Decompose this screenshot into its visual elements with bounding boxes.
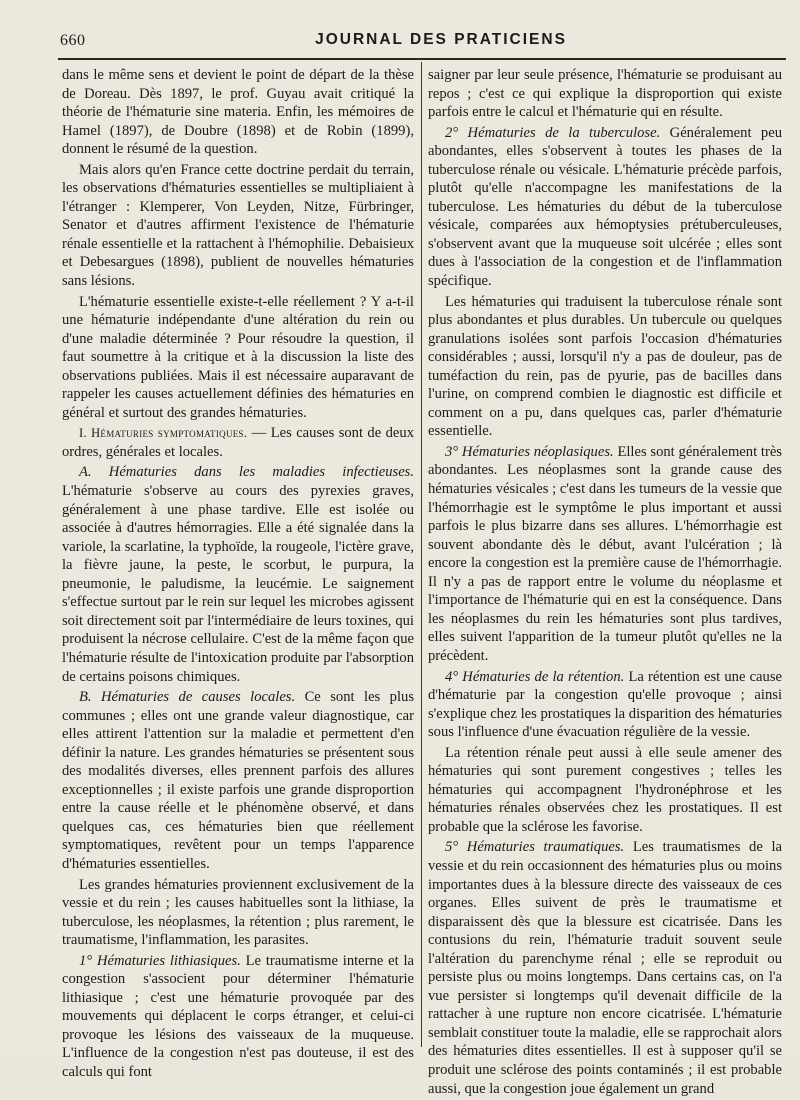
section-heading: A. Hématuries dans les maladies infectieuses.: [79, 464, 414, 481]
section-paragraph: [428, 668, 782, 742]
paragraph: saigner par leur seule présence, l'hématurie se produisant au repos ; c'est ce qui explique la disproportion qui existe parfois entre le calcul et l'hématurie qui en résulte.: [428, 67, 782, 121]
section-text: L'hématurie s'observe au cours des pyrexies graves, généralement à une phase tardive. Elle est isolée ou associée à d'autres hémorragies. Elle a été signalée dans la variole, la scarlatine, la typhoïde, la rougeole, l'ictère grave, la fièvre jaune, la peste, le scorbut, le purpura, la pneumonie, le paludisme, la leucémie. Le saignement s'effectue surtout par le rein sur lequel les microbes agissent soit directement soit par l'intermédiaire de leurs toxines, qui produisent la nécrose cellulaire. C'est de la même façon que l'hématurie résulte de l'intoxication produite par l'absorption de certains poisons chimiques.: [62, 483, 414, 685]
section-heading: 4° Hématuries de la rétention.: [445, 668, 625, 685]
section-heading: 5° Hématuries traumatiques.: [445, 839, 625, 856]
section-paragraph: [62, 688, 414, 873]
section-text: — Les causes sont de deux ordres, générales et locales.: [62, 425, 414, 460]
section-heading: 3° Hématuries néoplasiques.: [445, 443, 614, 460]
paragraph: Mais alors qu'en France cette doctrine perdait du terrain, les observations d'hématuries essentielles se multipliaient à l'étranger : Klemperer, Von Leyden, Nitze, Fürbringer, Senator et d'autres affirment l'existence de l'hématurie rénale essentielle et la rattachent à l'hémophilie. Debaisieux et Debesargues (1898), publient de nouvelles hématuries sans lésions.: [62, 161, 414, 290]
section-paragraph: [62, 952, 414, 1082]
section-heading: 2° Hématuries de la tuberculose.: [445, 124, 661, 141]
running-head: [60, 30, 782, 56]
section-text: Généralement peu abondantes, elles s'observent à toutes les phases de la tuberculose rénale ou vésicale. L'hématurie précède parfois, plutôt qu'elle n'accompagne les manifestations de la tuberculose. Les hématuries du début de la tuberculose vésicale, comparées aux hémoptysies prétuberculeuses, s'observent avant que la muqueuse soit ulcérée ; elles sont dues à l'association de la congestion et de l'inflammation spécifique.: [428, 124, 782, 290]
section-paragraph: [428, 124, 782, 291]
section-text: La rétention est une cause d'hématurie par la congestion qu'elle provoque ; ainsi s'explique chez les prostatiques la disparition des hématuries sous l'influence d'une évacuation régulière de la vessie.: [428, 668, 782, 741]
section-text: Elles sont généralement très abondantes. Les néoplasmes sont la grande cause des hématuries vésicales ; c'est dans les tumeurs de la vessie que l'hémorrhagie est le symptôme le plus important et aussi parfois le plus bizarre dans ses allures. L'hémorrhagie est souvent abondante dès le début, avant l'ulcération ; là encore la congestion est la première cause de l'hémorrhagie. Il n'y a pas de rapport entre le volume du néoplasme et l'importance de l'hématurie qui en est la conséquence. Dans les néoplasmes du rein les hématuries sont plus tardives, elles suivent l'apparition de la tumeur plutôt qu'elles ne la précèdent.: [428, 443, 782, 664]
section-paragraph: [62, 424, 414, 461]
column-divider: [421, 62, 422, 1047]
section-text: Ce sont les plus communes ; elles ont une grande valeur diagnostique, car elles attirent l'attention sur la maladie et permettent d'en définir la nature. Les grandes hématuries se présentent sous des modalités diverses, elles prennent parfois des allures exceptionnelles ; il existe parfois une grande disproportion entre la cause réelle et le phénomène observé, et dans quelques cas, ces hématuries bien que réellement symptomatiques, revêtent pour un temps l'apparence d'hématuries essentielles.: [62, 689, 414, 872]
paragraph: dans le même sens et devient le point de départ de la thèse de Doreau. Dès 1897, le prof. Guyau avait critiqué la théorie de l'hématurie sine materia. Enfin, les mémoires de Hamel (1897), de Doubre (1898) et de Robin (1899), donnent le résumé de la question.: [62, 67, 414, 158]
paragraph: La rétention rénale peut aussi à elle seule amener des hématuries qui sont purement congestives ; telles les hématuries qui accompagnent l'hydronéphrose et les hématuries rénales observées chez les prostatiques. Il est probable que la sclérose les favorise.: [428, 744, 782, 835]
section-text: Le traumatisme interne et la congestion s'associent pour déterminer l'hématurie lithiasique ; c'est une hématurie provoquée par des mouvements qui déplacent le corps étranger, et celui-ci provoque les lésions des vaisseaux de la muqueuse. L'influence de la congestion n'est pas douteuse, il est des calculs qui font: [62, 952, 414, 1080]
paragraph: L'hématurie essentielle existe-t-elle réellement ? Y a-t-il une hématurie indépendante d'une altération du rein ou d'une maladie déterminée ? Pour résoudre la question, il faut soumettre à la critique et à la discussion la liste des observations publiées. Mais il est nécessaire auparavant de rappeler les causes actuellement définies des hématuries en général et surtout des grandes hématuries.: [62, 293, 414, 421]
section-paragraph: [428, 838, 782, 1098]
paragraph: Les grandes hématuries proviennent exclusivement de la vessie et du rein ; les causes habituelles sont la lithiase, la tuberculose, les néoplasmes, la rétention ; plus rarement, le traumatisme, l'inflammation, les parasites.: [62, 876, 414, 949]
page-number: 660: [60, 32, 86, 49]
journal-title: JOURNAL DES PRATICIENS: [315, 31, 567, 48]
paragraph: Les hématuries qui traduisent la tuberculose rénale sont plus abondantes et plus durables. Un tubercule ou quelques granulations isolées sont parfois l'occasion d'hématuries considérables ; aussi, lorsqu'il n'y a pas de douleur, pas de tuméfaction du rein, pas de pyurie, pas de bacilles dans l'urine, on comprend combien le diagnostic est difficile et comment on a pu, dans quelques cas, parler d'hématurie essentielle.: [428, 293, 782, 440]
section-heading: I. Hématuries symptomatiques.: [79, 426, 248, 441]
header-rule: [58, 58, 786, 60]
left-column: [62, 66, 414, 1084]
section-text: Les traumatismes de la vessie et du rein occasionnent des hématuries plus ou moins importantes dues à la blessure directe des vaisseaux de ces organes. Elles suivent de près le traumatisme et disparaissent dès que la blessure est cicatrisée. Dans les contusions du rein, l'hématurie traduit souvent seule l'altération du parenchyme rénal ; elle se reproduit ou persiste plus ou moins longtemps. Dans certains cas, on l'a vue persister si longtemps qu'il devenait difficile de la rattacher à une rupture non encore cicatrisée. L'hématurie semblait constituer toute la maladie, elle se rapprochait alors des hématuries dites essentielles. Il est à supposer qu'il se produit une sclérose des points contaminés ; il est probable aussi, que la congestion joue également un grand: [428, 839, 782, 1097]
section-heading: 1° Hématuries lithiasiques.: [79, 952, 241, 969]
section-paragraph: [428, 443, 782, 666]
right-column: [428, 66, 782, 1100]
section-heading: B. Hématuries de causes locales.: [79, 689, 296, 706]
section-paragraph: [62, 463, 414, 686]
